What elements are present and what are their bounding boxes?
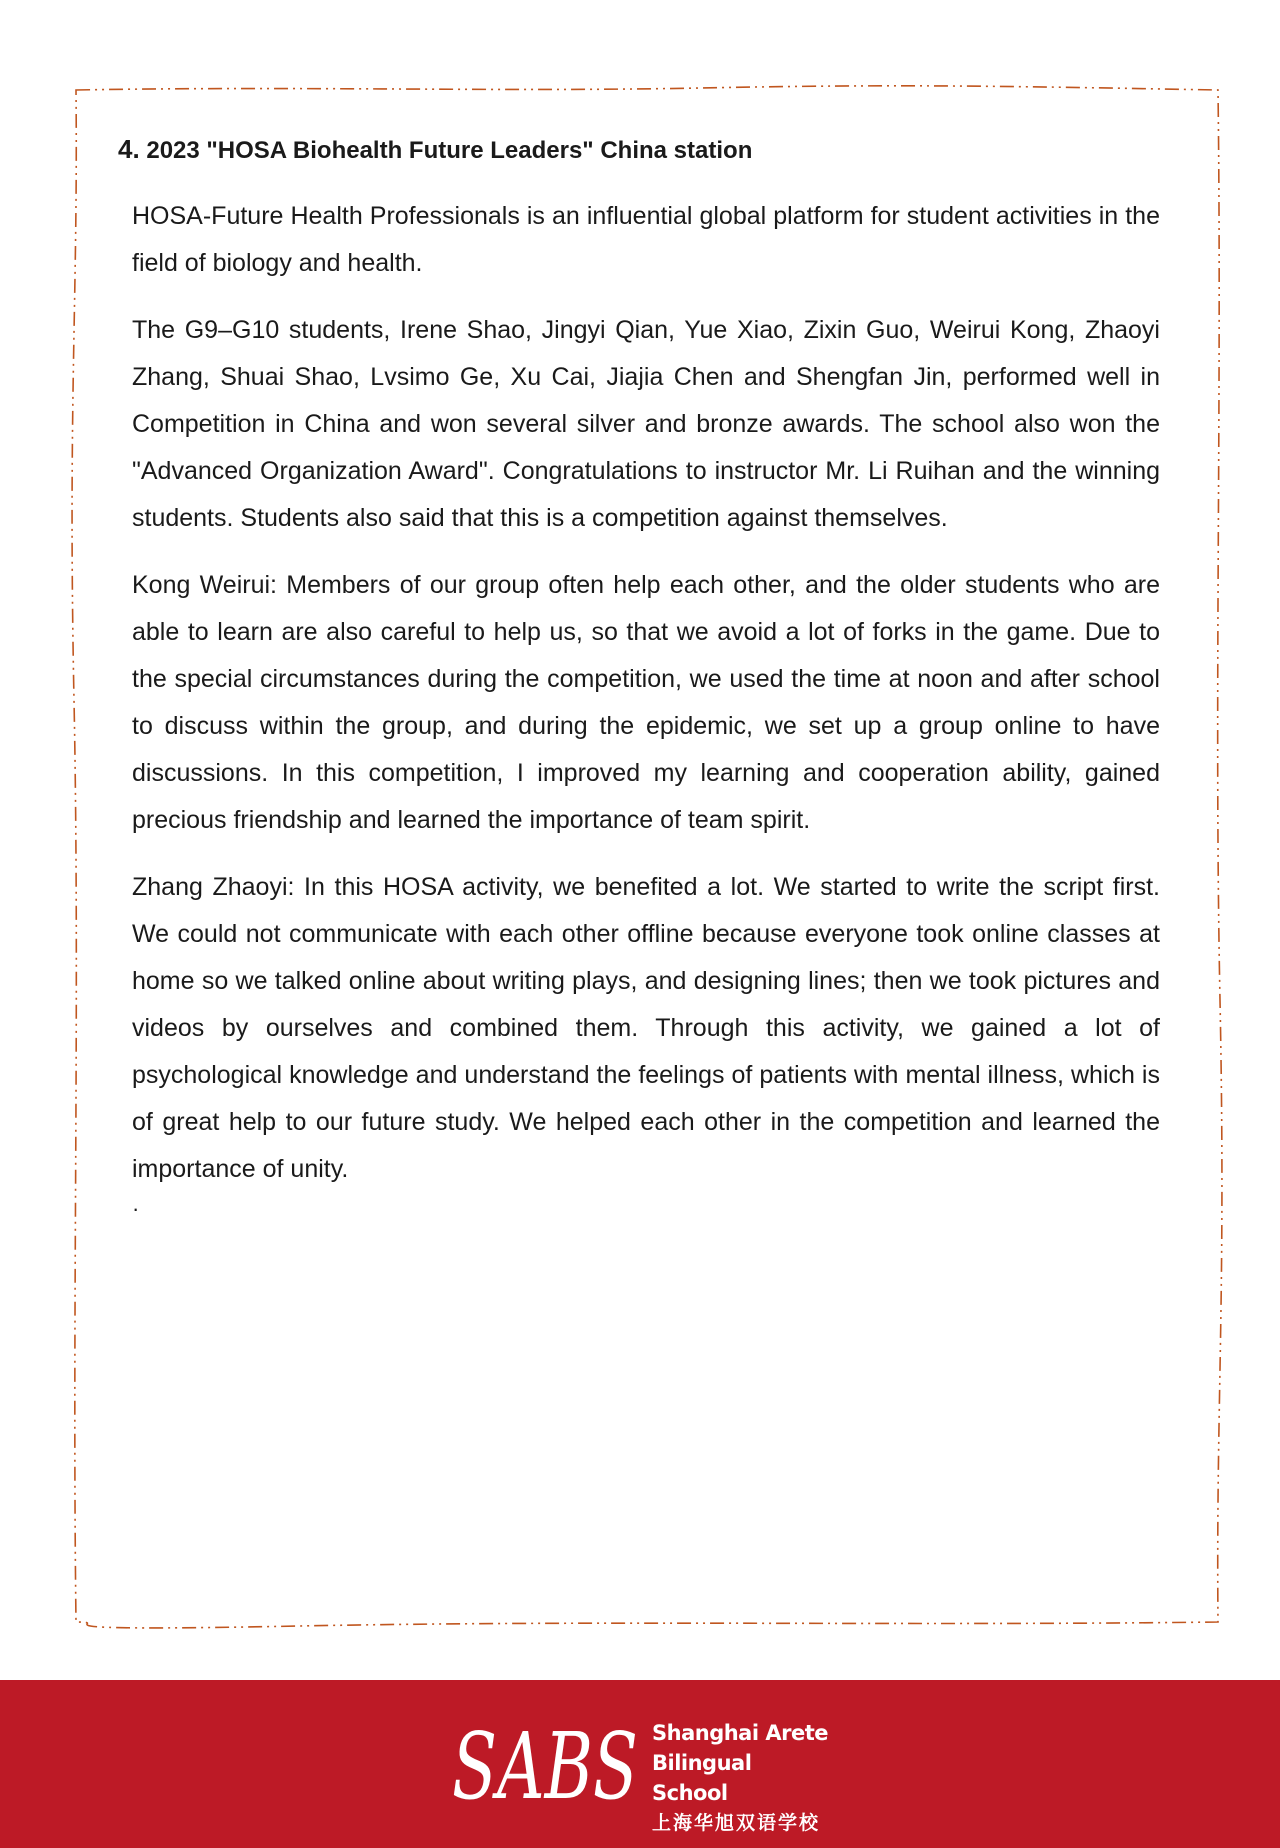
trailing-dot: · bbox=[132, 1196, 140, 1221]
sabs-logo-mark bbox=[452, 1718, 642, 1808]
logo-mark-text: SABS bbox=[452, 1718, 638, 1808]
article-content bbox=[118, 134, 1160, 1219]
school-logo bbox=[452, 1710, 832, 1834]
section-heading bbox=[118, 134, 1160, 165]
section-title: 2023 "HOSA Biohealth Future Leaders" China station bbox=[146, 137, 753, 164]
paragraph-intro: HOSA-Future Health Professionals is an influential global platform for student activities in the field of biology and health. bbox=[132, 202, 1160, 277]
school-name-chinese: 上海华旭双语学校 bbox=[652, 1812, 821, 1834]
paragraph-awards: The G9–G10 students, Irene Shao, Jingyi Qian, Yue Xiao, Zixin Guo, Weirui Kong, Zhaoyi Zhang, Shuai Shao, Lvsimo Ge, Xu Cai, Jiajia Chen and Shengfan Jin, performed well in Competition in China and won several silver and bronze awards. The school also won the "Advanced Organization Award". Congratulations to instructor Mr. Li Ruihan and the winning students. Students also said that this is a competition against themselves. bbox=[132, 316, 1160, 532]
paragraph-kong-weirui: Kong Weirui: Members of our group often help each other, and the older students who are able to learn are also careful to help us, so that we avoid a lot of forks in the game. Due to the special circumstances during the competition, we used the time at noon and after school to discuss within the group, and during the epidemic, we set up a group online to have discussions. In this competition, I improved my learning and cooperation ability, gained precious friendship and learned the importance of team spirit. bbox=[132, 571, 1160, 834]
school-name-line2: Bilingual School bbox=[652, 1751, 752, 1805]
section-number: 4. bbox=[118, 134, 140, 164]
footer-banner bbox=[0, 1680, 1280, 1848]
school-name-line1: Shanghai Arete bbox=[652, 1721, 828, 1745]
paragraph-zhang-zhaoyi: Zhang Zhaoyi: In this HOSA activity, we benefited a lot. We started to write the script first. We could not communicate with each other offline because everyone took online classes at home so we talked online about writing plays, and designing lines; then we took pictures and videos by ourselves and combined them. Through this activity, we gained a lot of psychological knowledge and understand the feelings of patients with mental illness, which is of great help to our future study. We helped each other in the competition and learned the importance of unity. bbox=[132, 873, 1160, 1183]
school-name bbox=[652, 1718, 832, 1838]
